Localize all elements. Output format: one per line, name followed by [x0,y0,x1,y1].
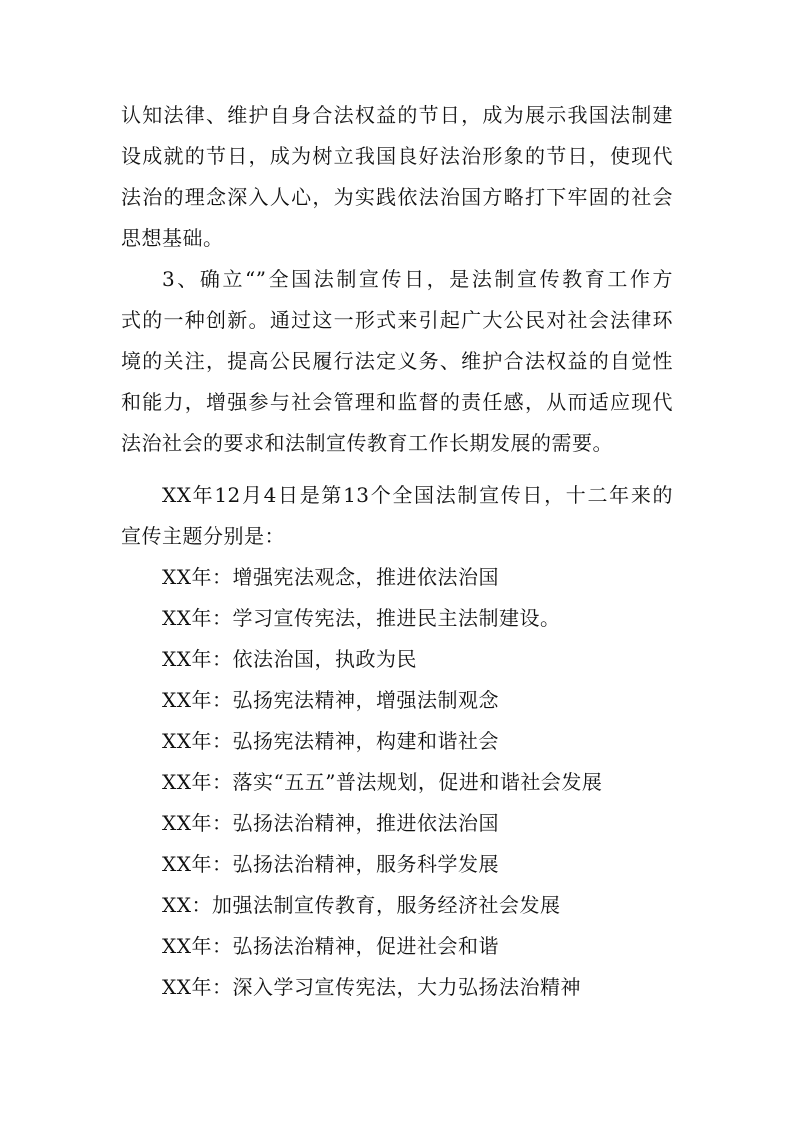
theme-item: XX年：增强宪法观念，推进依法治国 [162,565,499,589]
theme-item: XX年：弘扬法治精神，推进依法治国 [162,811,499,835]
theme-item: XX年：落实“五五”普法规划，促进和谐社会发展 [162,770,603,794]
theme-item: XX年：弘扬宪法精神，增强法制观念 [162,688,499,712]
theme-item: XX年：弘扬宪法精神，构建和谐社会 [162,729,499,753]
theme-item: XX年：依法治国，执政为民 [162,647,417,671]
theme-item: XX年：弘扬法治精神，服务科学发展 [162,852,499,876]
theme-item: XX年：弘扬法治精神，促进社会和谐 [162,934,499,958]
paragraph-line: 法治的理念深入人心，为实践依法治国方略打下牢固的社会 [121,185,673,209]
paragraph-line: 法治社会的要求和法制宣传教育工作长期发展的需要。 [121,431,613,455]
paragraph-line: 3、确立“”全国法制宣传日，是法制宣传教育工作方 [162,267,673,291]
theme-item: XX年：深入学习宣传宪法，大力弘扬法治精神 [162,975,581,999]
paragraph-line: XX年12月4日是第13个全国法制宣传日，十二年来的 [162,483,673,507]
paragraph-line: 和能力，增强参与社会管理和监督的责任感，从而适应现代 [121,390,673,414]
theme-item: XX：加强法制宣传教育，服务经济社会发展 [162,893,561,917]
theme-item: XX年：学习宣传宪法，推进民主法制建设。 [162,606,561,630]
paragraph-line: 设成就的节日，成为树立我国良好法治形象的节日，使现代 [121,144,673,168]
paragraph-line: 宣传主题分别是： [121,524,285,548]
paragraph-line: 思想基础。 [121,226,224,250]
paragraph-line: 认知法律、维护自身合法权益的节日，成为展示我国法制建 [121,103,673,127]
paragraph-line: 式的一种创新。通过这一形式来引起广大公民对社会法律环 [121,308,673,332]
paragraph-line: 境的关注，提高公民履行法定义务、维护合法权益的自觉性 [121,349,673,373]
